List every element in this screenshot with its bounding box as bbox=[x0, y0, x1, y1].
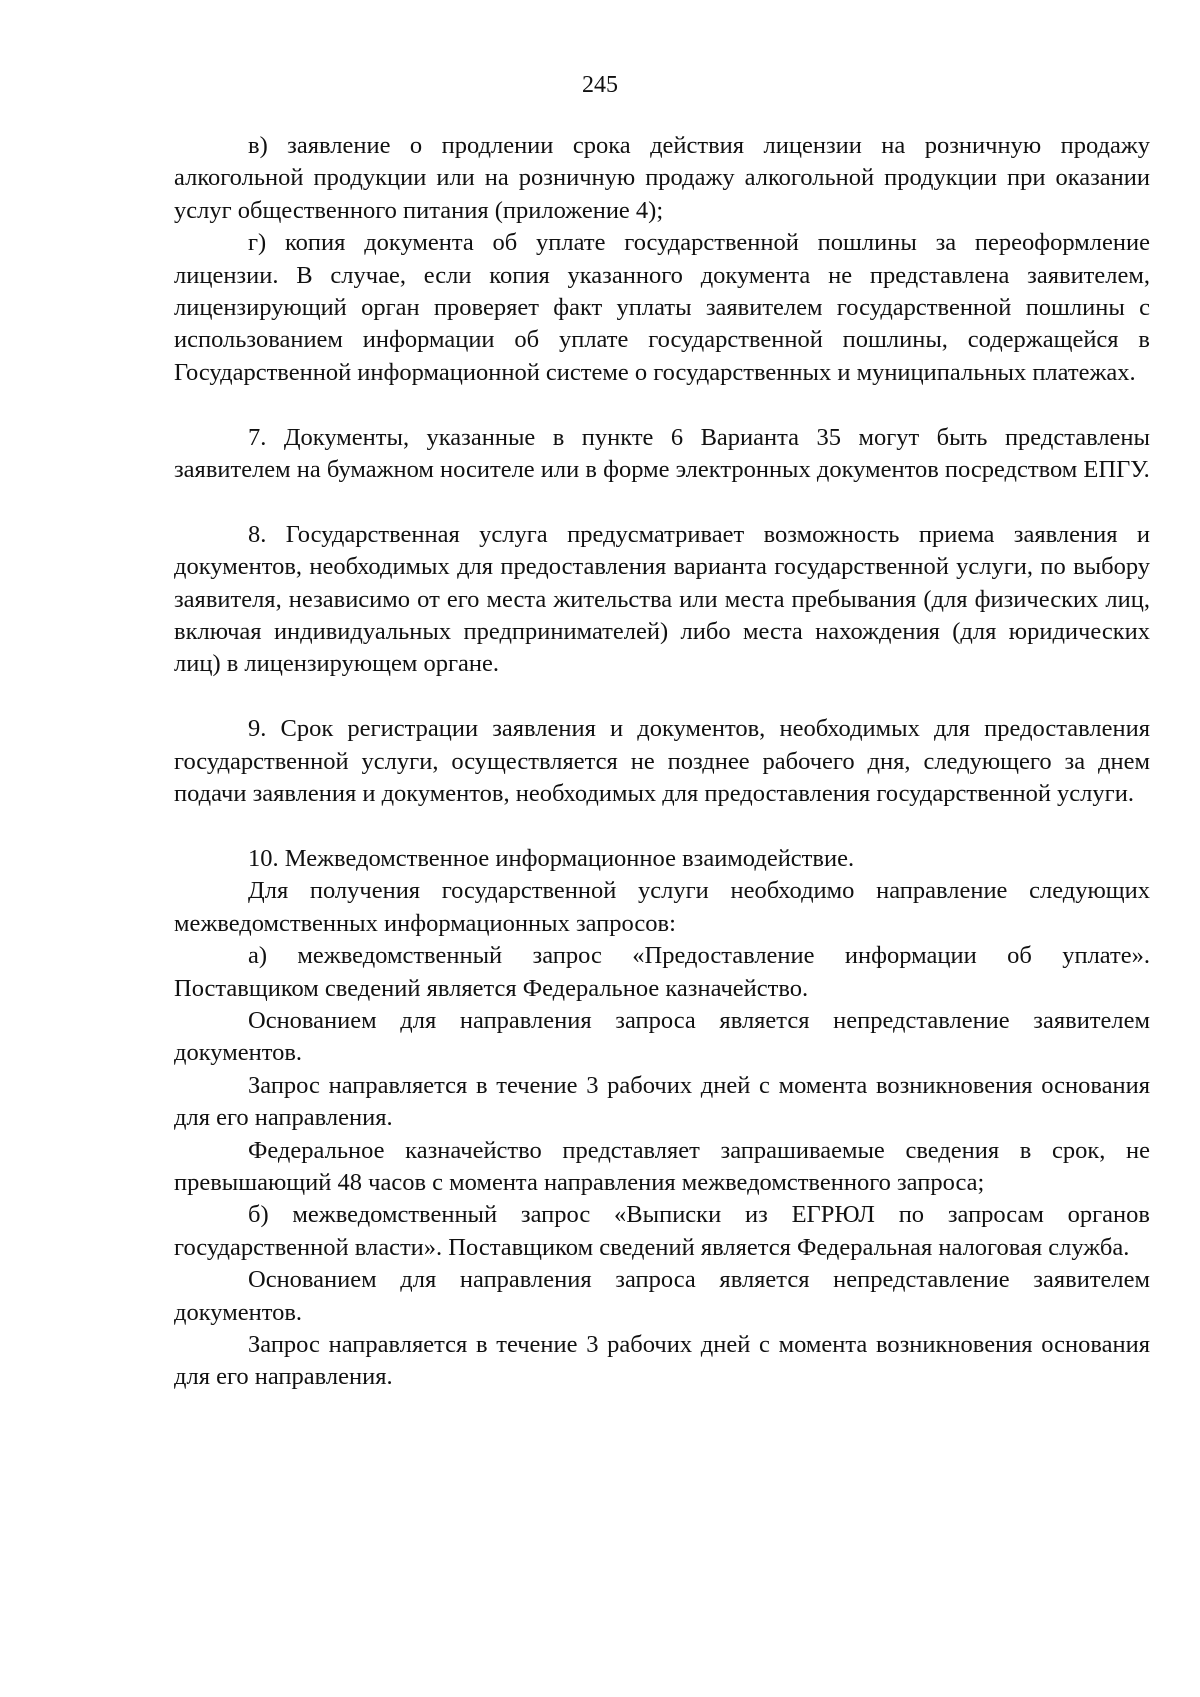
paragraph-spacer bbox=[174, 389, 1150, 421]
paragraph-request-b-basis: Основанием для направления запроса является непредставление заявителем документов. bbox=[174, 1266, 1150, 1326]
paragraph-request-a-basis: Основанием для направления запроса является непредставление заявителем документов. bbox=[174, 1006, 1150, 1067]
document-body bbox=[174, 130, 1150, 1394]
paragraph-item-v: в) заявление о продлении срока действия лицензии на розничную продажу алкогольной продукции или на розничную продажу алкогольной продукции при оказании услуг общественного питания (приложение 4); bbox=[174, 132, 1150, 224]
paragraph-clause-8: 8. Государственная услуга предусматривает возможность приема заявления и документов, необходимых для предоставления варианта государственной услуги, по выбору заявителя, независимо от его места жительства или места пребывания (для физических лиц, включая индивидуальных предпринимателей) либо места нахождения (для юридических лиц) в лицензирующем органе. bbox=[174, 520, 1150, 678]
paragraph-spacer bbox=[174, 681, 1150, 713]
paragraph-request-b-timing: Запрос направляется в течение 3 рабочих дней с момента возникновения основания для его направления. bbox=[174, 1330, 1150, 1391]
paragraph-request-a: а) межведомственный запрос «Предоставление информации об уплате». Поставщиком сведений является Федеральное казначейство. bbox=[174, 942, 1150, 1002]
paragraph-spacer bbox=[174, 810, 1150, 842]
paragraph-clause-10-heading: 10. Межведомственное информационное взаимодействие. bbox=[248, 844, 855, 872]
page-number: 245 bbox=[582, 72, 618, 98]
paragraph-clause-9: 9. Срок регистрации заявления и документов, необходимых для предоставления государственной услуги, осуществляется не позднее рабочего дня, следующего за днем подачи заявления и документов, необходимых для предоставления государственной услуги. bbox=[174, 715, 1150, 808]
paragraph-request-b: б) межведомственный запрос «Выписки из ЕГРЮЛ по запросам органов государственной власти». Поставщиком сведений является Федеральная налоговая служба. bbox=[174, 1201, 1150, 1261]
paragraph-request-a-timing: Запрос направляется в течение 3 рабочих дней с момента возникновения основания для его направления. bbox=[174, 1071, 1150, 1132]
paragraph-requests-intro: Для получения государственной услуги необходимо направление следующих межведомственных информационных запросов: bbox=[174, 877, 1150, 937]
paragraph-item-g: г) копия документа об уплате государственной пошлины за переоформление лицензии. В случае, если копия указанного документа не представлена заявителем, лицензирующий орган проверяет факт уплаты заявителем государственной пошлины с использованием информации об уплате государственной пошлины, содержащейся в Государственной информационной системе о государственных и муниципальных платежах. bbox=[174, 229, 1150, 386]
paragraph-spacer bbox=[174, 486, 1150, 518]
paragraph-request-a-response: Федеральное казначейство представляет запрашиваемые сведения в срок, не превышающий 48 часов с момента направления межведомственного запроса; bbox=[174, 1136, 1150, 1196]
paragraph-clause-7: 7. Документы, указанные в пункте 6 Варианта 35 могут быть представлены заявителем на бумажном носителе или в форме электронных документов посредством ЕПГУ. bbox=[174, 423, 1150, 484]
